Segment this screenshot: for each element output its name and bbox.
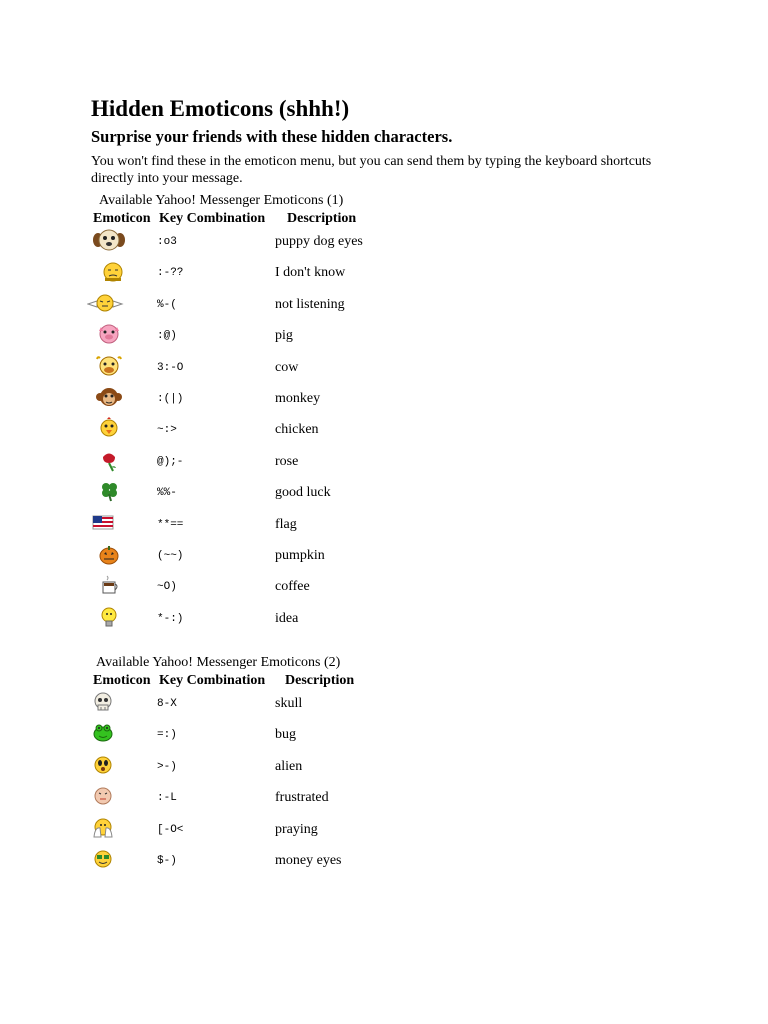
emoticon-description: monkey [275,391,321,406]
table-row [91,449,511,475]
idea-bulb-icon [95,606,135,628]
table-caption: Available Yahoo! Messenger Emoticons (1) [99,193,344,208]
key-combination: 8-X [157,698,177,710]
emoticon-description: money eyes [275,853,342,868]
key-combination: *-:) [157,612,184,625]
emoticon-description: skull [275,696,303,711]
header-emoticon: Emoticon [93,673,151,688]
emoticon-description: bug [275,727,296,743]
flag-icon [91,512,131,534]
table-row [91,691,511,717]
key-combination: :o3 [157,236,177,248]
cow-icon [91,355,131,377]
rose-icon [91,449,131,471]
key-combination: [-O< [157,823,184,836]
emoticon-description: rose [275,453,299,469]
praying-icon [91,817,131,839]
chicken-icon [91,417,131,439]
frustrated-icon [91,785,131,807]
table-row [91,386,511,412]
key-combination: (~~) [157,550,184,562]
table-row [91,848,511,874]
table-row [91,512,511,538]
table-row [91,606,511,632]
table-row [91,574,511,600]
emoticon-description: good luck [275,485,331,501]
money-eyes-icon [91,848,131,870]
dont-know-icon [95,260,135,282]
table-row [91,543,511,569]
table-row [91,754,511,780]
table-row [91,817,511,843]
emoticon-description: cow [275,359,299,375]
header-emoticon: Emoticon [93,211,151,226]
page-subtitle: Surprise your friends with these hidden characters. [91,127,453,146]
key-combination: :-L [157,792,177,805]
table-caption: Available Yahoo! Messenger Emoticons (2) [96,655,341,670]
emoticon-description: flag [275,516,297,532]
puppy-dog-icon [91,229,131,251]
key-combination: %-( [157,298,177,311]
emoticon-description: I don't know [275,265,346,281]
key-combination: :-?? [157,267,184,280]
key-combination: 3:-O [157,361,184,374]
emoticon-description: alien [275,758,303,774]
key-combination: ~:> [157,424,177,437]
emoticon-description: coffee [275,579,310,595]
key-combination: %%- [157,487,177,500]
table-row [91,480,511,506]
table-row [91,229,511,255]
not-listening-icon [87,292,127,314]
key-combination: @);- [157,455,184,468]
clover-icon [91,480,131,502]
emoticon-description: idea [275,610,299,626]
coffee-icon [93,574,133,596]
header-key-combination: Key Combination [159,211,266,226]
key-combination: ~O) [157,581,177,594]
key-combination: **== [157,518,184,531]
table-row [91,260,511,286]
table-row [91,417,511,443]
header-description: Description [287,211,357,226]
header-description: Description [285,673,355,688]
pumpkin-icon [91,543,131,565]
skull-icon [91,691,131,713]
pig-icon [91,323,131,345]
emoticon-description: praying [275,821,318,837]
bug-icon [91,722,131,744]
emoticon-description: chicken [275,422,319,438]
table-row [91,355,511,381]
key-combination: :(|) [157,393,184,405]
key-combination: =:) [157,729,177,742]
key-combination: >-) [157,760,177,773]
emoticon-description: frustrated [275,790,329,806]
table-row [91,722,511,748]
monkey-icon [91,386,131,408]
table-row [91,785,511,811]
key-combination: :@) [157,330,177,343]
emoticon-description: puppy dog eyes [275,234,363,249]
intro-paragraph: You won't find these in the emoticon menu, but you can send them by typing the keyboard shortcuts directly into your message. [91,154,652,186]
header-key-combination: Key Combination [159,673,266,688]
table-row [91,323,511,349]
emoticon-description: pumpkin [275,548,325,563]
key-combination: $-) [157,855,177,867]
emoticon-description: not listening [275,296,345,312]
page-title: Hidden Emoticons (shhh!) [91,96,350,121]
table-row [91,292,511,318]
emoticon-description: pig [275,328,293,344]
alien-icon [91,754,131,776]
